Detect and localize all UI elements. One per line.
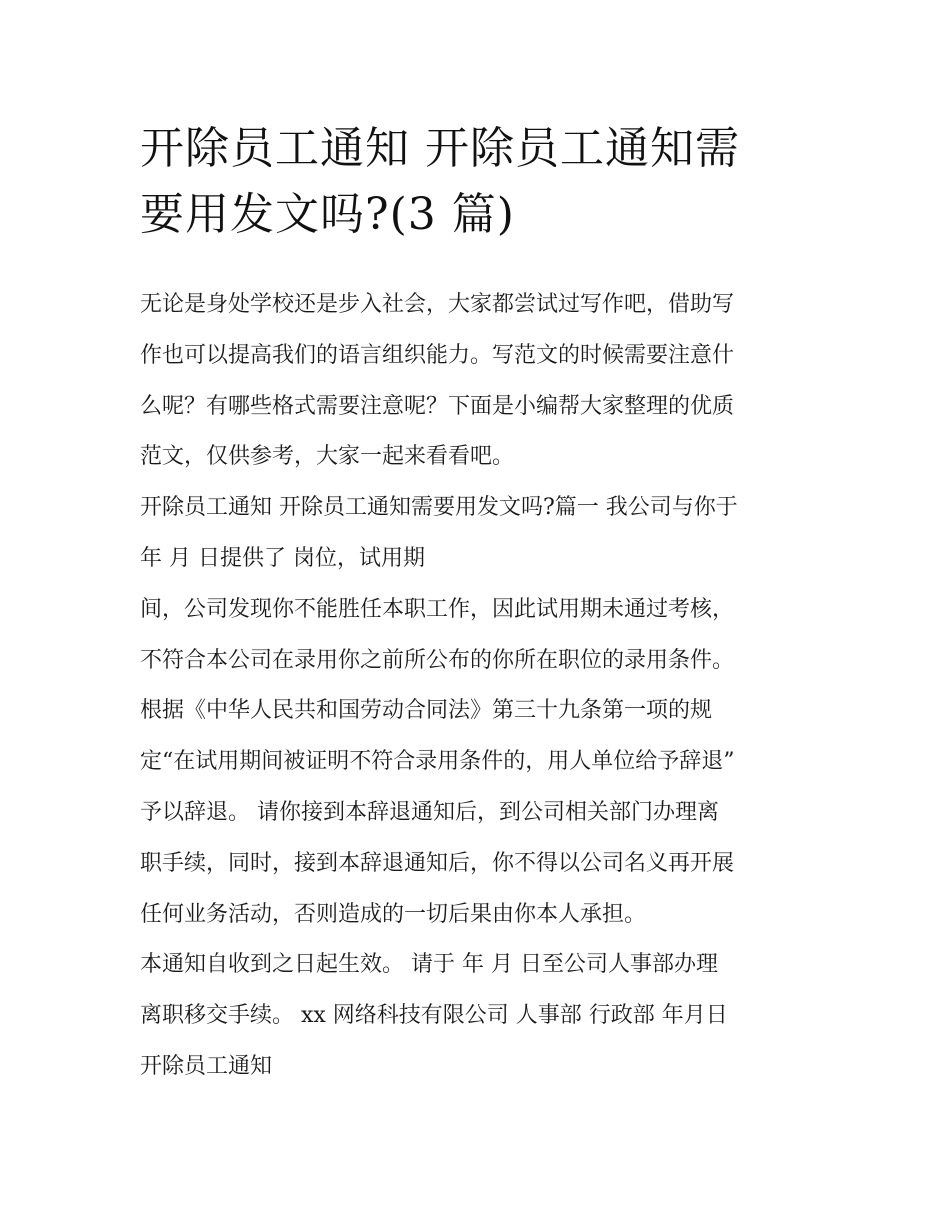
document-body <box>140 280 830 1093</box>
body-line: 职手续，同时，接到本辞退通知后，你不得以公司名义再开展 <box>140 850 735 876</box>
body-line: 予以辞退。 请你接到本辞退通知后，到公司相关部门办理离 <box>140 799 719 825</box>
title-line-1: 开除员工通知 开除员工通知需 <box>140 123 740 174</box>
body-line: 范文，仅供参考，大家一起来看看吧。 <box>140 444 515 470</box>
document-title <box>140 116 820 248</box>
body-line: 本通知自收到之日起生效。 请于 年 月 日至公司人事部办理 <box>140 952 718 978</box>
body-line: 开除员工通知 <box>140 1053 273 1079</box>
title-line-2: 要用发文吗?(3 篇) <box>140 189 515 240</box>
body-line: 无论是身处学校还是步入社会，大家都尝试过写作吧，借助写 <box>140 292 735 317</box>
body-line: 根据《中华人民共和国劳动合同法》第三十九条第一项的规 <box>140 698 713 724</box>
body-line: 任何业务活动，否则造成的一切后果由你本人承担。 <box>140 901 647 927</box>
body-line: 离职移交手续。 xx 网络科技有限公司 人事部 行政部 年月日 <box>140 1003 728 1029</box>
body-line: 不符合本公司在录用你之前所公布的你所在职位的录用条件。 <box>140 647 735 673</box>
body-line: 么呢？有哪些格式需要注意呢？下面是小编帮大家整理的优质 <box>140 393 735 419</box>
body-line: 间，公司发现你不能胜任本职工作，因此试用期未通过考核， <box>140 596 735 622</box>
body-line: 年 月 日提供了 岗位，试用期 <box>140 545 425 571</box>
body-line: 定“在试用期间被证明不符合录用条件的，用人单位给予辞退” <box>140 749 735 775</box>
body-line: 开除员工通知 开除员工通知需要用发文吗?篇一 我公司与你于 <box>140 495 738 521</box>
body-line: 作也可以提高我们的语言组织能力。写范文的时候需要注意什 <box>140 342 735 368</box>
